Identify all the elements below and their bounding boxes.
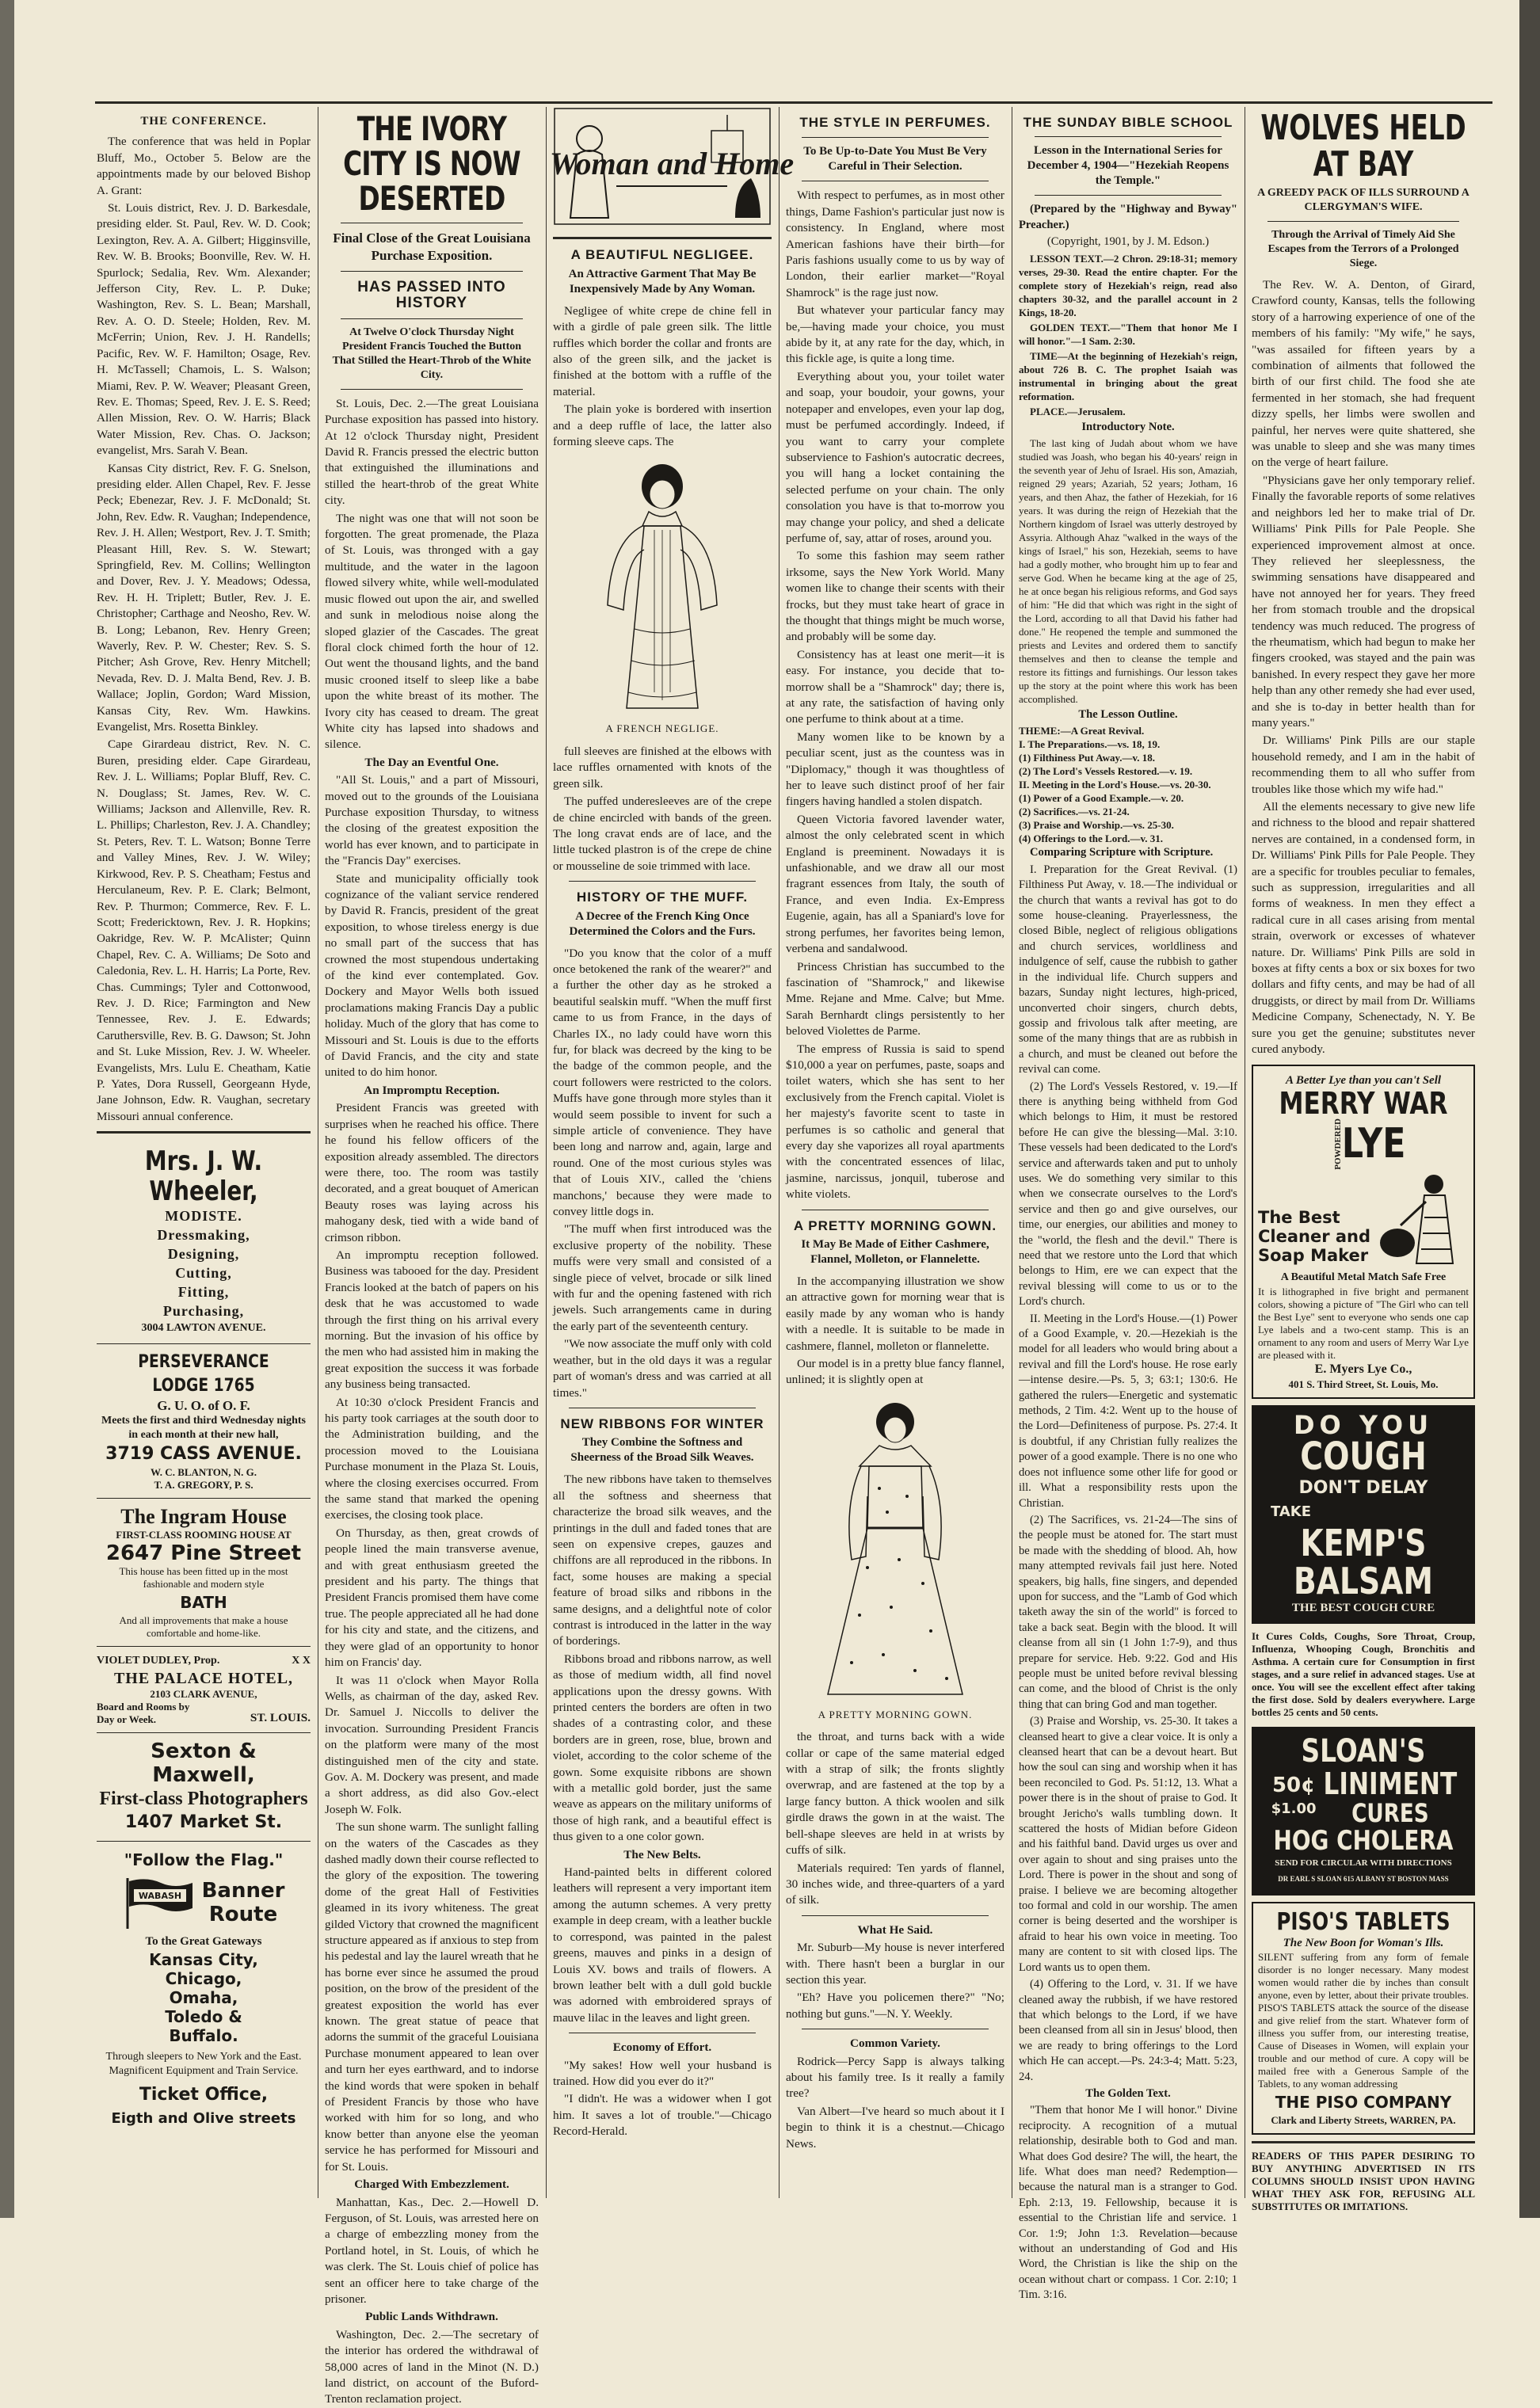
ad-title: MODISTE. xyxy=(165,1208,242,1225)
outline-item: THEME:—A Great Revival. xyxy=(1019,725,1145,737)
sloan-line: DR EARL S SLOAN 615 ALBANY ST BOSTON MASS xyxy=(1278,1875,1449,1884)
ad-city: Toledo & xyxy=(165,2006,242,2026)
ad-address: 1407 Market St. xyxy=(124,1812,283,1833)
divider xyxy=(1035,195,1222,196)
illustration-caption: A FRENCH NEGLIGE. xyxy=(605,722,719,735)
article-paragraph: Rodrick—Percy Sapp is always talking about his family tree. Is it really a family tree? xyxy=(786,2054,1004,2101)
wolves-subhead: A GREEDY PACK OF ILLS SURROUND A CLERGYMAN'S WIFE. xyxy=(1257,187,1469,213)
sloan-price: $1.00 xyxy=(1271,1800,1317,1817)
article-paragraph: Kansas City district, Rev. F. G. Snelson, presiding elder. Allen Chapel, Rev. F. Jesse Peck; Ebenezar, Rev. J. F. McDonald; St. John, Rev. Edw. R. Vaughan; Independence, Rev. J. H. Allen; Westport, Rev. J. T. Smith; Pleasant Hill, Rev. S. W. Stewart; Springfield, Rev. M. Collins; Wellington and Dover, Rev. J. Y. Meadows; Odessa, Rev. H. H. Triplett; Butler, Rev. J. E. Christopher; Carthage and Neosho, Rev. W. B. Long; Lebanon, Rev. Henry Green; Waverly, Rev. P. W. Chester; Rev. S. S. Pitcher; Ash Grove, Rev. Henry Mitchell; Nevada, Rev. D. J. Malta Bend, Rev. J. B. Wallace; Joplin, Gordon; Ward Mission, Kansas City, Rev. Wm. Hawkins. Evangelist, Mrs. Rosetta Binkley. xyxy=(97,461,311,734)
ad-service: Purchasing, xyxy=(162,1303,245,1320)
article-paragraph: But whatever your particular fancy may be,—having made your choice, you must abide by it, at any rate for the day, which, in this fickle age, is quite a long time. xyxy=(786,303,1004,366)
article-paragraph: (3) Praise and Worship, vs. 25-30. It takes a cleansed heart to give a clear voice. It is only a cleansed heart that can be a devout heart. But how the soul can sing and worship when it has been reconciled to God. Ps. 51:12, 13. What a power there is in the shout of praise to God. It brought Jericho's walls tumbling down. It scattered the hosts of Midian before Gideon and his faithful band. David urges us over and over again to shout and sing praises unto the Lord. There is power in the shout and song of praise. I believe we are becoming altogether too formal and cold in our worship. The amen corner is being deserted and the worshiper is afraid to hear his own voice in meeting. Too many are content to sit with closed lips. The Lord wants us to open them. xyxy=(1019,1715,1237,1974)
ad-service: Designing, xyxy=(167,1246,240,1263)
piso-company: THE PISO COMPANY xyxy=(1275,2093,1452,2113)
article-paragraph: Princess Christian has succumbed to the fascination of "Shamrock," and likewise Mme. Rejane and Mme. Calve; but Mme. Sarah Bernhardt clings persistently to her beloved Violettes de Parme. xyxy=(786,959,1004,1038)
french-negligee-illustration xyxy=(579,455,745,716)
divider xyxy=(553,237,772,239)
subheading: Comparing Scripture with Scripture. xyxy=(1030,846,1214,859)
lye-word-row xyxy=(1258,1118,1469,1170)
muff-subhead: A Decree of the French King Once Determined the Colors and the Furs. xyxy=(569,909,756,938)
ad-office-address: Eigth and Olive streets xyxy=(111,2109,296,2127)
subheading: Introductory Note. xyxy=(1081,420,1175,433)
ad-text: This house has been fitted up in the most fashionable and modern style xyxy=(119,1565,288,1590)
lye-girl-illustration xyxy=(1377,1170,1464,1265)
ad-banner-words xyxy=(202,1879,285,1926)
ad-kemps-balsam xyxy=(1252,1405,1475,1624)
article-paragraph: (2) The Lord's Vessels Restored, v. 19.—If there is anything being withheld from God which belongs to Him, it must be restored before He can give the blessing—Mal. 3:10. These vessels had been dedicated to the Lord's service and afterwards taken and put to unholy uses. We do something very similar to this when we consecrate ourselves to the Lord's service and then go and give ourselves, our time, our energies, our abilities and money to the "world, the flesh and the devil." There is need that we restore unto the Lord that which belongs to Him, ere we can expect that the revival blessing will come to us or to the Lord's church. xyxy=(1019,1080,1237,1309)
subheading: The New Belts. xyxy=(623,1847,701,1861)
time-line: TIME—At the beginning of Hezekiah's reign, about 726 B. C. The prophet Isaiah was instrumental in bringing about the great reformation. xyxy=(1019,349,1237,402)
negligee-subhead: An Attractive Garment That May Be Inexpensively Made by Any Woman. xyxy=(568,267,757,295)
article-paragraph: (4) Offering to the Lord, v. 31. If we have cleaned away the rubbish, if we have restored that which belongs to the Lord, if we have been cleansed from all sin in Jesus' blood, then we are ready to bring offerings to the Lord which He can accept.—Ps. 24:3-4; Matt. 5:23, 24. xyxy=(1019,1978,1237,2083)
piso-sub: The New Boon for Woman's Ills. xyxy=(1283,1936,1444,1949)
lye-word: LYE xyxy=(1341,1120,1406,1168)
outline-item: (1) Power of a Good Example.—v. 20. xyxy=(1019,792,1184,805)
article-paragraph: The night was one that will not soon be forgotten. The great promenade, the Plaza of St. Louis, was thronged with a gay multitude, and the water in the lagoon flowed silvery white, while well-modulated music flowed out upon the air, and swelled and sunk in melodious noise along the sloped glazier of the Cascades. The great floral clock chimed forth the hour of 12. Out went the thousand lights, and the band music crooned itself to sleep like a babe upon the white breast of its mother. The Ivory city has ceased to dream. The great White city has lapsed into shadows and silence. xyxy=(325,511,539,752)
article-paragraph: Negligee of white crepe de chine fell in with a girdle of pale green silk. The little ruffles which border the collar and fronts are also of the green silk, and the jacket is finished at the bottom with a ruffle of the material. xyxy=(553,303,772,398)
divider xyxy=(1267,221,1459,222)
column-rule xyxy=(546,107,547,2198)
article-paragraph: Cape Girardeau district, Rev. N. C. Buren, presiding elder. Cape Girardeau, Rev. J. L. Williams; Poplar Bluff, Rev. C. N. Douglass; St. James, Rev. W. C. Williams; Jackson and Allenville, Rev. R. L. Phillips; Charleston, Rev. J. A. Chandley; St. Peters, Rev. T. L. Watson; Bonne Terre and Valley Mines, Rev. J. W. Wiley; Kirkwood, Rev. P. S. Cheatham; Festus and Herculaneum, Rev. P. E. Clark; Belmont, Rev. P. Thurmon; Commerce, Rev. F. L. Scott; Fredericktown, Rev. J. R. Hopkins; Oakridge, Rev. W. P. McAlister; Quinn Chapel, Rev. C. A. Williams; De Soto and Caledonia, Rev. L. H. Harris; La Porte, Rev. Chas. Cummings; Tyler and Cottonwood, Rev. J. D. Rice; Farmington and New Tennessee, Rev. J. E. Edwards; Caruthersville, Rev. B. G. Dawson; St. John and St. Luke Mission, Rev. J. W. Wheeler. Evangelists, Mrs. Lulu E. Cheatham, Katie P. Yates, Dora Russell, Georgeann Hyde, Jane Johnson, Edw. R. Vaughan, secretary Missouri annual conference. xyxy=(97,737,311,1123)
article-paragraph: "My sakes! How well your husband is trained. How did you ever do it?" xyxy=(553,2058,772,2088)
ad-text: Board and Rooms by Day or Week. xyxy=(97,1701,190,1726)
article-paragraph: The conference that was held in Poplar Bluff, Mo., October 5. Below are the appointments made by our beloved Bishop A. Grant: xyxy=(97,135,311,197)
ad-address: 3719 CASS AVENUE. xyxy=(105,1444,302,1464)
lesson-text: LESSON TEXT.—2 Chron. 29:18-31; memory verses, 29-30. Read the entire chapter. For the complete story of Hezekiah's reign, read also chapters 30-32, and the parallel account in 2 Kings, 18-20. xyxy=(1019,252,1237,318)
ad-text: Meets the first and third Wednesday nights in each month at their new hall, xyxy=(101,1415,306,1441)
ad-name: THE PALACE HOTEL, xyxy=(113,1670,294,1688)
ad-name: Mrs. J. W. Wheeler, xyxy=(144,1145,263,1208)
article-paragraph: President Francis was greeted with surprises when he reached his office. There he found his fellow officers of the exposition already assembled. The directors were there, too. The room was tastily decorated, and a great bouquet of American Beauty roses was laying across his mahogany desk, tied with a wide band of crimson ribbon. xyxy=(325,1101,539,1244)
sloan-line: HOG CHOLERA xyxy=(1273,1824,1454,1857)
sloan-line: SLOAN'S xyxy=(1301,1732,1426,1770)
article-paragraph: On Thursday, as then, great crowds of people lined the main transverse avenue, and with great enthusiasm greeted the president and his party. The things that President Francis promised them have come true. The people appreciated all he had done for his city and state, and the citizens, and they were glad of an opportunity to honor him on Francis' day. xyxy=(325,1526,539,1670)
place-line: PLACE.—Jerusalem. xyxy=(1030,405,1126,417)
lye-best: The Best Cleaner and Soap Maker xyxy=(1258,1207,1371,1265)
article-paragraph: (Prepared by the "Highway and Byway" Preacher.) xyxy=(1019,203,1237,231)
ad-wheeler-modiste xyxy=(97,1140,311,1343)
subheading: The Day an Eventful One. xyxy=(364,755,499,769)
divider xyxy=(341,271,523,272)
wolves-headline: WOLVES HELD AT BAY xyxy=(1260,108,1466,185)
article-paragraph: "We now associate the muff only with cold weather, but in the old days it was a regular part of woman's dress and was carried at all times." xyxy=(553,1337,772,1400)
top-rule xyxy=(95,101,1492,104)
ad-service: Cutting, xyxy=(175,1265,232,1282)
ad-name: Sexton & Maxwell, xyxy=(151,1739,257,1788)
divider xyxy=(569,881,756,882)
article-paragraph: The Rev. W. A. Denton, of Girard, Crawford county, Kansas, tells the following story of a harrowing experience of one of the members of his family: "My wife," he says, "was assailed for fifteen years by a combination of ailments that followed the birth of our first child. The food she ate fermented in her stomach, she had frequent dizzy spells, her limbs were swollen and painful, her nerves were quite shattered, she was unable to sleep and she was many times on the verge of heart failure. xyxy=(1252,278,1475,470)
article-paragraph: "Them that honor Me I will honor." Divine reciprocity. A recognition of a mutual relationship, desirable both to God and man. What does God desire? The will, the heart, the life. What does man need? Redemption—because the natural man is a stranger to God. Eph. 2:13, 19. Fellowship, because it is essential to the Christian life and service. 1 Cor. 1:9; John 1:3. Revelation—because without an understanding of God and His Word, the Christian is like the ship on the ocean without chart or compass. 1 Cor. 2:10; 1 Tim. 3:16. xyxy=(1019,2104,1237,2302)
article-paragraph: I. Preparation for the Great Revival. (1) Filthiness Put Away, v. 18.—The individual or the church that wants a revival has got to do some house-cleaning. Prayerlessness, the closed Bible, neglect of religious obligations and church services, worldliness and indulgence of self, cause the rubbish to gather in the individual life. Church suppers and bazars, Sunday night lectures, high-priced, unconverted choir singers, church debts, gossip and frivolous talk after meeting, are some of the many things that are as rubbish in a church, and must be cleaned out before the revival can come. xyxy=(1019,863,1237,1076)
subheading: The Lesson Outline. xyxy=(1078,708,1178,722)
woman-and-home-banner xyxy=(549,107,795,226)
ad-wabash-route xyxy=(97,1842,311,2136)
golden-text-ref: GOLDEN TEXT.—"Them that honor Me I will honor."—1 Sam. 2:30. xyxy=(1019,321,1237,347)
article-paragraph: With respect to perfumes, as in most other things, Dame Fashion's particular just now is consistency. In England, where most American fashions have their birth—for Paris fashions usually come to us by way of London, their earlier market—"Royal Shamrock" is the rage just now. xyxy=(786,189,1004,299)
article-paragraph: The last king of Judah about whom we have studied was Joash, who began his 40-years' reign in the seventh year of Jehu of Israel. His son, Amaziah, reigned 29 years; Azariah, 52 years; Jotham, 16 years, and then Ahaz, the father of Hezekiah, for 16 years. It was during the reign of Hezekiah that the Northern kingdom of Israel was utterly destroyed by Assyria. Although Ahaz "walked in the ways of the kings of Israel," his son, Hezekiah, seems to have had a godly mother, who brought him up to fear and serve God. When he became king at the age of 25, he at once began his religious reforms, and God says of him: "He did that which was right in the sight of the Lord, according to all that David his father had done." He reopened the temple and summoned the priests and Levites and ordered them to sanctify themselves and then to cleanse the temple and restore its fittings and furnishings. Our lesson takes up the story at the point where this work has been accomplished. xyxy=(1019,437,1237,706)
subheading: Common Variety. xyxy=(850,2037,940,2051)
article-paragraph: "The muff when first introduced was the exclusive property of the nobility. These muffs were very small and consisted of a single piece of velvet, brocade or silk lined with fur and the opening fastened with rich jewels. Such arrangements came in during the early part of the seventeenth century. xyxy=(553,1222,772,1333)
divider xyxy=(341,318,523,319)
ad-prop-row xyxy=(97,1653,311,1669)
ad-ingram-house xyxy=(97,1499,311,1647)
lye-brand: MERRY WAR xyxy=(1279,1085,1448,1121)
article-paragraph: Manhattan, Kas., Dec. 2.—Howell D. Ferguson, of St. Louis, was arrested here on a charge of embezzling money from the Portland hotel, in St. Louis, of which he was clerk. The St. Louis chief of police has sent an officer here to take charge of the prisoner. xyxy=(325,2195,539,2306)
article-paragraph: The plain yoke is bordered with insertion and a deep ruffle of lace, the latter also forming sleeve caps. The xyxy=(553,402,772,449)
article-paragraph: (2) The Sacrifices, vs. 21-24—The sins of the people must be atoned for. The start must be made with the shedding of blood. Ah, how many attempted revivals fail just here. Noted speakers, big halls, fine singers, and depended upon for success, and the "Lamb of God which taketh away the sin of the world" is forced to take a back seat. Begin with the blood. It will cleanse from all sin (1 John 1:7-9), and thus prepare for service. Heb. 9:22. God and His people must be united before revival blessing can come, and the blood of Christ is the only thing that can bring God and man together. xyxy=(1019,1513,1237,1711)
article-paragraph: Everything about you, your toilet water and soap, your boudoir, your gowns, your notepaper and envelopes, even your lap dog, must be perfumed accordingly. Indeed, if you want to carry your complete subservience to Fashion's autocratic decrees, you will hang a locket containing the selected perfume on your chain. The only consolation you have is that to-morrow you may change your policy, and shed a delicate perfume of, say, attar of roses, around you. xyxy=(786,369,1004,545)
flag-icon xyxy=(123,1875,194,1930)
article-paragraph: St. Louis district, Rev. J. D. Barkesdale, presiding elder. St. Paul, Rev. W. D. Cook; Lexington, Rev. A. A. Gilbert; Higginsville, Rev. W. B. Brooks; Boonville, Rev. W. H. Spurlock; Sedalia, Rev. Wm. Alexander; Jefferson City, Rev. L. P. Duke; Washington, Rev. S. L. Bean; Marshall, Rev. A. O. D. Steele; Holden, Rev. M. McFerrin; Union, Rev. J. H. Randells; Pacific, Rev. W. F. Hamilton; Osage, Rev. H. McTassell; Chamois, L. S. Walson; Miami, Rev. P. W. Weaver; Pleasant Green, Rev. E. Thomas; Speed, Rev. J. E. S. Reed; Allen Mission, Rev. O. W. Harris; Black Water Mission, Rev. Chas. O. Jackson; evangelist, Mrs. Sarah V. Bean. xyxy=(97,201,311,458)
article-paragraph: The puffed underesleeves are of the crepe de chine encircled with bands of the green. The long cravat ends are of lace, and the little tucked plastron is of the crepe de chine or mousseline de soie trimmed with lace. xyxy=(553,794,772,873)
article-paragraph: Consistency has at least one merit—it is easy. For instance, you decide that to-morrow shall be a "Shamrock" day; there is, at any rate, the satisfaction of having only one perfume to think about at a time. xyxy=(786,647,1004,726)
kemp-text: It Cures Colds, Coughs, Sore Throat, Croup, Influenza, Whooping Cough, Bronchitis and Asthma. A certain cure for Consumption in first stages, and a sure relief in advanced stages. Use at once. You will see the excellent effect after taking the first dose. Sold by dealers everywhere. Large bottles 25 cents and 50 cents. xyxy=(1252,1629,1475,1718)
ad-marks: X X xyxy=(292,1655,311,1667)
column-rule xyxy=(779,107,780,2198)
article-paragraph: Materials required: Ten yards of flannel, 30 inches wide, and three-quarters of a yard of silk. xyxy=(786,1861,1004,1907)
kemp-line: BALSAM xyxy=(1294,1559,1433,1602)
article-paragraph: "All St. Louis," and a part of Missouri, moved out to the grounds of the Louisiana Purchase exposition Thursday, to witness the closing of the greatest exposition the world has ever known, and to participate in the "Francis Day" exercises. xyxy=(325,773,539,868)
subheading: An Impromptu Reception. xyxy=(364,1083,500,1097)
column-perfumes xyxy=(786,107,1004,2198)
divider xyxy=(341,389,523,390)
ad-officer: W. C. BLANTON, N. G. xyxy=(151,1466,257,1478)
ad-prop: VIOLET DUDLEY, Prop. xyxy=(97,1655,220,1667)
negligee-heading: A BEAUTIFUL NEGLIGEE. xyxy=(570,247,754,263)
sloan-price-row xyxy=(1255,1768,1472,1827)
ad-bottom-row xyxy=(97,1701,311,1726)
morning-gown-illustration xyxy=(804,1393,986,1702)
article-paragraph: "Eh? Have you policemen there?" "No; nothing but guns."—N. Y. Weekly. xyxy=(786,1991,1004,2021)
lye-gift-text: It is lithographed in five bright and permanent colors, showing a picture of "The Girl who can tell the Best Lye" sent to everyone who sends one cap Lye labels and a two-cent stamp. This is an ornament to any room and users of Merry War Lye are pleased with it. xyxy=(1258,1286,1469,1362)
ivory-city-subhead: At Twelve O'clock Thursday Night President Francis Touched the Button That Stilled the Heart-Throb of the White City. xyxy=(332,326,532,381)
article-paragraph: Ribbons broad and ribbons narrow, as well as those of medium width, all find novel applications upon the dressy gowns. With printed centers the borders are often in two shades of a contrasting color, and these borders are in green, rose, blue, brown and violet, according to the color scheme of the gown. Some exquisite ribbons are shown with a metallic gold border, just the same weave as appears on the military uniforms of those of high rank, and a beautiful effect is thus given to a one color gown. xyxy=(553,1652,772,1844)
ad-sexton-maxwell xyxy=(97,1733,311,1842)
article-paragraph: All the elements necessary to give new life and richness to the blood and repair shattered nerves are contained, in a condensed form, in Dr. Williams' Pink Pills for Pale People. They are a specific for troubles peculiar to females, such as suppression, irregularities and all forms of weakness. In men they effect a radical cure in all cases arising from mental strain, overwork or excesses of whatever nature. Dr. Williams' Pink Pills are sold in boxes at fifty cents a box or six boxes for two dollars and fifty cents, and may be had of all druggists, or direct by mail from Dr. Williams Medicine Company, Schenectady, N. Y. Be sure you get the genuine; substitutes never cured anybody. xyxy=(1252,800,1475,1057)
article-paragraph: Queen Victoria favored lavender water, almost the only celebrated scent in which England is preeminent. Nowadays it is unfashionable, and we draw all our most fragrant essences from Italy, the south of France, and even India. Ex-Empress Eugenie, again, has all a Spaniard's love for strong perfumes, her favorites being lemon, verbena and sandalwood. xyxy=(786,812,1004,956)
ad-address: 2103 CLARK AVENUE, xyxy=(150,1688,257,1701)
article-paragraph: Van Albert—I've heard so much about it I begin to think it is a chestnut.—Chicago News. xyxy=(786,2104,1004,2151)
ad-palace-hotel xyxy=(97,1647,311,1733)
ivory-city-subhead: Final Close of the Great Louisiana Purchase Exposition. xyxy=(333,231,531,263)
morning-gown-subhead: It May Be Made of Either Cashmere, Flannel, Molleton, or Flannelette. xyxy=(801,1238,989,1266)
article-paragraph: St. Louis, Dec. 2.—The great Louisiana Purchase exposition has passed into history. At 12 o'clock Thursday night, President David R. Francis pressed the electric button that extinguished the illuminations and stilled the heart-throb of the great White city. xyxy=(325,396,539,508)
ribbons-subhead: They Combine the Softness and Sheerness of the Broad Silk Weaves. xyxy=(570,1436,754,1465)
article-paragraph: The sun shone warm. The sunlight falling on the waters of the Cascades as they dashed madly down their course reflected to the glory of the exposition. The towering dome of the great Hall of Festivities gleamed in its ivory whiteness. The great gilded Victory that crowned the magnificent structure appeared as if anxious to step from his pedestal and lay the laurel wreath that he has borne ever since he assumed the proud position, on the brow of the president of the greatest exposition the world has ever known. The great statue of peace that adorns the summit of the graceful Louisiana Purchase monument appeared to lean over and turn her eyes earthward, and to indorse the kind words that were spoken in behalf of President Francis by those who have worked with him for so long, and who know better than anyone else the yeoman service he has performed for Missouri and for St. Louis. xyxy=(325,1820,539,2174)
article-paragraph: Mr. Suburb—My house is never interfered with. There hasn't been a burglar in our section this year. xyxy=(786,1941,1004,1987)
sunday-school-heading: THE SUNDAY BIBLE SCHOOL xyxy=(1023,115,1233,130)
article-paragraph: Dr. Williams' Pink Pills are our staple household remedy, and I am in the habit of recommending them to all who suffer from troubles like those which my wife had." xyxy=(1252,733,1475,796)
article-paragraph: In the accompanying illustration we show an attractive gown for morning wear that is easily made by any woman who is handy with a needle. It is suitable to be made in cashmere, flannel, molleton or flannelette. xyxy=(786,1274,1004,1353)
sloan-line: CURES xyxy=(1351,1797,1429,1828)
ad-text: Through sleepers to New York and the East. Magnificent Equipment and Train Service. xyxy=(105,2050,302,2077)
column-wolves xyxy=(1252,107,1475,2213)
ad-address: 3004 LAWTON AVENUE. xyxy=(141,1322,266,1335)
kemp-line: COUGH xyxy=(1300,1434,1427,1479)
article-paragraph: At 10:30 o'clock President Francis and his party took carriages at the south door to the Administration building, and the procession moved to the Louisiana Purchase monument in the Plaza St. Louis, where the closing exercises occurred. From the same stand that marked the opening exercises, the closing took place. xyxy=(325,1395,539,1522)
ad-service: Dressmaking, xyxy=(157,1227,250,1244)
outline-item: (3) Praise and Worship.—vs. 25-30. xyxy=(1019,819,1174,832)
ad-pisos-tablets xyxy=(1252,1902,1475,2135)
outline-item: I. The Preparations.—vs. 18, 19. xyxy=(1019,738,1161,751)
ad-city: Chicago, xyxy=(165,1968,242,1988)
article-paragraph: It was 11 o'clock when Mayor Rolla Wells, as chairman of the day, asked Rev. Dr. Samuel J. Niccolls to deliver the invocation. Surrounding President Francis on the platform were many of the most distinguished men of the city and state. Gov. A. M. Dockery was present, and made a short address, as did also Gov.-elect Joseph W. Folk. xyxy=(325,1673,539,1816)
article-paragraph: II. Meeting in the Lord's House.—(1) Power of a Good Example, v. 20.—Hezekiah is the model for all leaders who would bring about a revival and fill the Lord's house. He rose early—intense desire.—Ps. 5, 3; 63:1; 130:6. He gathered the rulers—Energetic and systematic methods, 2 Tim. 4:2. Went up to the house of the Lord—Definiteness of purpose. Ps. 27:4. It is doubtful, if any Christian fully realizes the power of a good example. There is no one who does not influence some other life for good or ill. What a responsibility rests upon the Christian. xyxy=(1019,1312,1237,1510)
ad-service: Fitting, xyxy=(177,1284,230,1301)
flag-text: WABASH xyxy=(138,1891,181,1902)
divider xyxy=(802,137,989,138)
kemp-line: KEMP'S xyxy=(1300,1521,1427,1564)
page-left-edge xyxy=(0,0,14,2218)
article-paragraph: State and municipality officially took cognizance of the valiant service rendered by David R. Francis, president of the great exposition, to whose tireless energy is due no small part of the success that has crowned the most stupendous undertaking of the kind ever contemplated. Gov. Dockery and Mayor Wells both issued proclamations making Francis Day a public holiday. Much of the glory that has come to Missouri and St. Louis is due to the efforts of David Francis, and the city and state united to do him honor. xyxy=(325,871,539,1080)
ad-office: Ticket Office, xyxy=(139,2084,269,2105)
divider xyxy=(97,1131,311,1134)
article-paragraph: the throat, and turns back with a wide collar or cape of the same material edged with a strap of silk; the fronts slightly overwrap, and are fastened at the top by a large fancy button. A thick woolen and silk girdle draws the gown in at the waist. The bell-shape sleeves are held in at wrists by cuffs of silk. xyxy=(786,1730,1004,1857)
ivory-city-deck: HAS PASSED INTO HISTORY xyxy=(357,279,506,312)
conference-heading: THE CONFERENCE. xyxy=(140,115,267,128)
sloan-prices xyxy=(1271,1774,1317,1821)
outline-item: (2) Sacrifices.—vs. 21-24. xyxy=(1019,806,1130,818)
article-paragraph: "Do you know that the color of a muff once betokened the rank of the wearer?" and a further the other day as he stroked a beautiful sealskin muff. "When the muff first came to us from France, in the days of Charles IX., no lady could have worn this fur, for black was decreed by the king to be the badge of the common people, and the court followers were restricted to the colors. Muffs have gone through more styles than it would seem possible to invent for such a simple article of convenience. They have been long and narrow and, again, large and round. One of the most curious styles was that of Louis XIV., called the 'chiens manchons,' because they were made to convey little dogs in. xyxy=(553,946,772,1219)
piso-title: PISO'S TABLETS xyxy=(1276,1907,1450,1936)
ad-sub: First-class Photographers xyxy=(99,1789,308,1810)
ad-city: Omaha, xyxy=(169,1987,238,2007)
ad-city: ST. LOUIS. xyxy=(250,1711,311,1724)
kemp-line: THE BEST COUGH CURE xyxy=(1291,1601,1435,1614)
subheading: What He Said. xyxy=(857,1922,933,1937)
outline-item: II. Meeting in the Lord's House.—vs. 20-30. xyxy=(1019,779,1211,791)
ad-sub: G. U. O. of O. F. xyxy=(157,1397,250,1413)
lesson-outline xyxy=(1019,724,1237,845)
ribbons-heading: NEW RIBBONS FOR WINTER xyxy=(560,1415,764,1431)
ad-sloans-liniment xyxy=(1252,1727,1475,1896)
ad-merry-war-lye xyxy=(1252,1065,1475,1399)
ad-banner: Banner xyxy=(201,1879,285,1903)
readers-notice: READERS OF THIS PAPER DESIRING TO BUY ANYTHING ADVERTISED IN ITS COLUMNS SHOULD INSIST UPON HAVING WHAT THEY ASK FOR, REFUSING ALL SUBSTITUTES OR IMITATIONS. xyxy=(1252,2150,1475,2213)
piso-address: Clark and Liberty Streets, WARREN, PA. xyxy=(1271,2114,1456,2127)
subheading: Charged With Embezzlement. xyxy=(354,2177,509,2192)
article-paragraph: An impromptu reception followed. Business was tabooed for the day. President Francis looked at the batch of papers on his desk that he was accustomed to wade through the first thing on his arrival every morning. But the invasion of his office by the men who had assisted him in making the great exposition the success it was forbade any business being transacted. xyxy=(325,1248,539,1392)
ad-bath: BATH xyxy=(180,1593,227,1612)
ad-route: Route xyxy=(208,1903,278,1927)
article-paragraph: full sleeves are finished at the elbows with lace ruffles ornamented with knots of the green silk. xyxy=(553,744,772,791)
lye-company: E. Myers Lye Co., xyxy=(1314,1362,1412,1377)
lye-gift-title: A Beautiful Metal Match Safe Free xyxy=(1280,1271,1447,1283)
article-paragraph: Hand-painted belts in different colored leathers will represent a very important item among the autumn schemes. A very pretty example in deep cream, with a leather buckle to correspond, was painted in the palest greens, mauves and pinks in a design of Louis XV. bows and trails of flowers. A brown leather belt with a dull gold buckle was adorned with embroidered sprays of mauve lilac in the leaves and light green. xyxy=(553,1865,772,2025)
article-paragraph: "I didn't. He was a widower when I got him. It saves a lot of trouble."—Chicago Record-Herald. xyxy=(553,2092,772,2139)
subheading: The Golden Text. xyxy=(1085,2086,1171,2100)
article-paragraph: Many women like to be known by a peculiar scent, just as the countess was in "Diplomacy," though it was thoughtless of her to leave such distinct proof of her fair fingers having handled a stolen dispatch. xyxy=(786,730,1004,809)
outline-item: (2) The Lord's Vessels Restored.—v. 19. xyxy=(1019,765,1193,778)
sloan-words xyxy=(1325,1768,1456,1827)
article-paragraph: The empress of Russia is said to spend $10,000 a year on perfumes, paste, soaps and toilet waters, which she has sent to her exclusively from the French capital. Violet is her majesty's favorite scent to taste in perfumes is so catholic and general that every day she vaporizes all royal apartments with the concentrated essences of lilac, jasmine, narcissus, jonquil, tuberose and white violets. xyxy=(786,1042,1004,1202)
ad-city: Kansas City, xyxy=(149,1949,258,1969)
illustration-caption: A PRETTY MORNING GOWN. xyxy=(818,1708,973,1720)
article-paragraph: To some this fashion may seem rather irksome, says the New York World. Many women like to change their scents with their frocks, but they must take heart of grace in the thought that things might be much worse, and probably will be some day. xyxy=(786,549,1004,644)
ad-name: The Ingram House xyxy=(120,1505,287,1528)
ad-city: Buffalo. xyxy=(169,2025,238,2045)
ivory-city-headline: THE IVORY CITY IS NOW DESERTED xyxy=(343,109,520,218)
lye-tagline: A Better Lye than you can't Sell xyxy=(1285,1073,1442,1087)
article-paragraph: Our model is in a pretty blue fancy flannel, unlined; it is slightly open at xyxy=(786,1357,1004,1387)
page-right-edge xyxy=(1519,0,1540,2218)
ad-perseverance-lodge xyxy=(97,1344,311,1499)
ad-text: And all improvements that make a house comfortable and home-like. xyxy=(119,1614,288,1639)
column-sunday-school xyxy=(1019,107,1237,2302)
ad-name: PERSEVERANCE LODGE 1765 xyxy=(138,1351,269,1396)
subheading: Economy of Effort. xyxy=(612,2040,712,2055)
ad-sub: FIRST-CLASS ROOMING HOUSE AT xyxy=(116,1529,292,1541)
column-ivory-city xyxy=(325,107,539,2406)
lye-bottom xyxy=(1258,1170,1469,1265)
column-conference xyxy=(97,107,311,2198)
column-woman-and-home xyxy=(549,107,795,2198)
perfumes-heading: THE STYLE IN PERFUMES. xyxy=(799,115,991,130)
lye-powdered: POWDERED xyxy=(1332,1118,1343,1170)
kemp-line: DON'T DELAY xyxy=(1298,1477,1428,1498)
ad-address: 2647 Pine Street xyxy=(105,1541,302,1565)
lye-address: 401 S. Third Street, St. Louis, Mo. xyxy=(1288,1377,1439,1390)
ad-quote: "Follow the Flag." xyxy=(124,1850,284,1870)
divider xyxy=(802,1915,989,1916)
wolves-subhead: Through the Arrival of Timely Aid She Escapes from the Terrors of a Prolonged Siege. xyxy=(1267,229,1459,269)
article-paragraph: "Physicians gave her only temporary relief. Finally the favorable reports of some relatives and neighbors led her to make trial of Dr. Williams' Pink Pills for Pale People. She experienced improvement almost at once. They relieved her sleeplessness, the swimming sensations have disappeared and have not annoyed her for years. They freed her from stomach trouble and the dropsical tendency was much reduced. The progress of the rheumatism, which had begun to make her fingers crooked, was stayed and the pain was banished. In every respect they gave her more help than any other remedy she had ever used, and she is to-day in better health than for many years." xyxy=(1252,473,1475,730)
piso-text: SILENT suffering from any form of female disorder is no longer necessary. Many modest women would rather die by inches than consult anyone, even by letter, about their private troubles. PISO'S TABLETS attack the source of the disease and give relief from the start. Whatever form of illness you suffer from, our interesting treatise, Cause of Diseases in Women, will explain your trouble and our method of cure. A copy will be mailed free with a Generous Sample of the Tablets, to any woman addressing xyxy=(1258,1951,1469,2090)
divider xyxy=(1252,2141,1475,2143)
outline-item: (1) Filthiness Put Away.—v. 18. xyxy=(1019,752,1156,764)
subheading: Public Lands Withdrawn. xyxy=(365,2310,498,2324)
sunday-school-subhead: Lesson in the International Series for December 4, 1904—"Hezekiah Reopens the Temple." xyxy=(1027,144,1229,188)
kemp-line: TAKE xyxy=(1271,1503,1312,1520)
morning-gown-heading: A PRETTY MORNING GOWN. xyxy=(793,1217,997,1233)
divider xyxy=(1035,136,1222,137)
sloan-line: LINIMENT xyxy=(1323,1766,1457,1801)
muff-heading: HISTORY OF THE MUFF. xyxy=(576,890,749,905)
ad-officer: T. A. GREGORY, P. S. xyxy=(154,1479,253,1491)
sloan-price: 50¢ xyxy=(1271,1773,1316,1797)
banner-title: Woman and Home xyxy=(549,146,795,181)
ad-to: To the Great Gateways xyxy=(145,1935,262,1949)
article-paragraph: The new ribbons have taken to themselves all the softness and sheerness that characterize the broad silk weaves, and the printings in the dull and faded tones that are seen on expensive crepes, gauzes and chiffons are all reproduced in the ribbons. In fact, some houses are making a special feature of broad silks and ribbons in the same designs, and a delightful note of color contrast is introduced in the latter in the way of borderings. xyxy=(553,1473,772,1648)
perfumes-subhead: To Be Up-to-Date You Must Be Very Careful in Their Selection. xyxy=(803,145,987,173)
copyright-line: (Copyright, 1901, by J. M. Edson.) xyxy=(1046,235,1210,249)
article-paragraph: Washington, Dec. 2.—The secretary of the interior has ordered the withdrawal of 58,000 acres of land in the Minot (N. D.) land district, on account of the Buford-Trenton reclamation project. xyxy=(325,2327,539,2406)
outline-item: (4) Offerings to the Lord.—v. 31. xyxy=(1019,833,1163,845)
sloan-line: SEND FOR CIRCULAR WITH DIRECTIONS xyxy=(1275,1857,1452,1868)
kemp-line: DO YOU xyxy=(1293,1409,1434,1440)
ad-banner-row xyxy=(97,1875,311,1930)
